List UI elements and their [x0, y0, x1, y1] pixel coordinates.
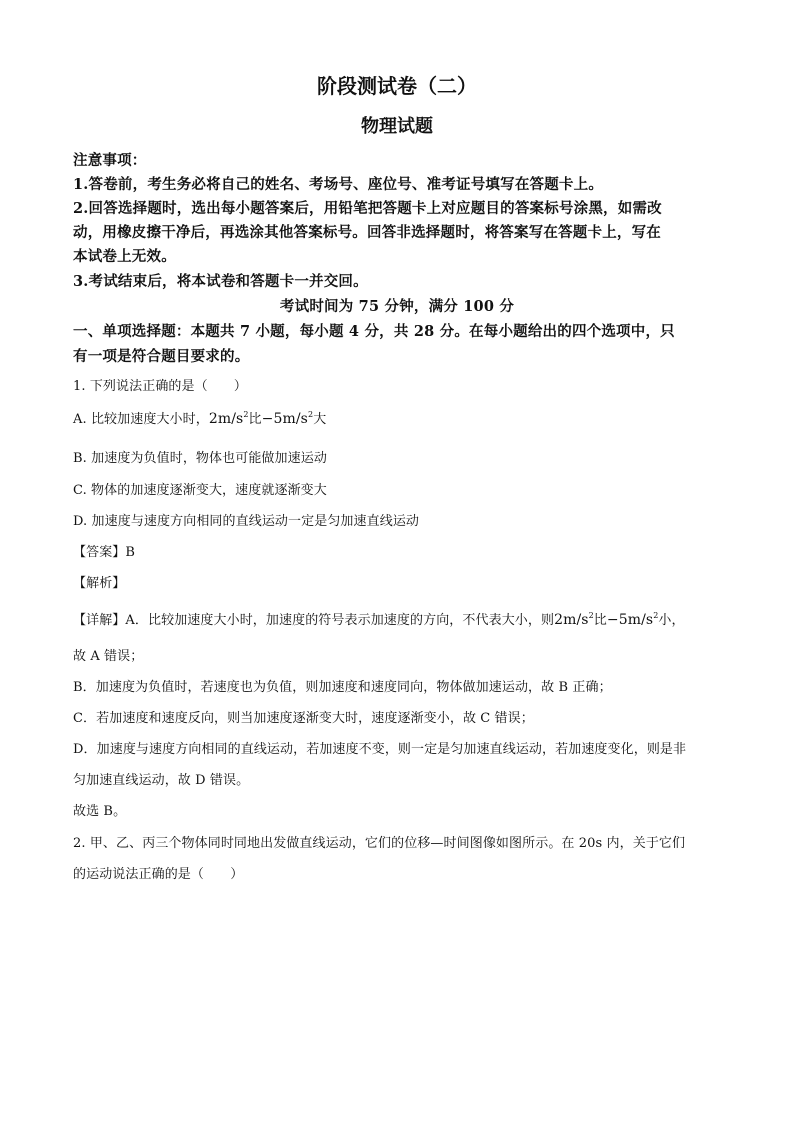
- question-1-option-c: C. 物体的加速度逐渐变大，速度就逐渐变大: [73, 483, 327, 498]
- option-a-prefix: A. 比较加速度大小时，: [73, 412, 209, 427]
- detail-value-1: 2m/s: [554, 612, 589, 628]
- detail-exponent-1: 2: [588, 611, 594, 620]
- question-1-option-a: [73, 408, 326, 427]
- question-1-detail-b: B．加速度为负值时，若速度也为负值，则加速度和速度同向，物体做加速运动，故 B 正确；: [73, 680, 612, 695]
- option-a-exponent-1: 2: [243, 410, 249, 419]
- question-1-detail-d-line-1: D．加速度与速度方向相同的直线运动，若加速度不变，则一定是匀加速直线运动，若加速度变化，则是非: [73, 742, 687, 757]
- exam-subject: 物理试题: [361, 116, 433, 137]
- question-1-detail-c: C．若加速度和速度反向，则当加速度逐渐变大时，速度逐渐变小，故 C 错误；: [73, 711, 534, 726]
- option-a-value-1: 2m/s: [208, 411, 244, 427]
- detail-exponent-2: 2: [653, 611, 659, 620]
- notice-item-2-line-2: 动，用橡皮擦干净后，再选涂其他答案标号。回答非选择题时，将答案写在答题卡上，写在: [73, 224, 661, 241]
- question-1-detail-d-line-2: 匀加速直线运动，故 D 错误。: [73, 773, 250, 788]
- option-a-value-2: −5m/s: [261, 411, 308, 427]
- notice-item-2-line-1: 2.回答选择题时，选出每小题答案后，用铅笔把答题卡上对应题目的答案标号涂黑，如需改: [73, 200, 662, 217]
- exam-title: 阶段测试卷（二）: [317, 74, 477, 98]
- detail-value-2: −5m/s: [606, 612, 654, 628]
- question-1-option-b: B. 加速度为负值时，物体也可能做加速运动: [73, 451, 327, 466]
- notice-item-1: 1.答卷前，考生务必将自己的姓名、考场号、座位号、准考证号填写在答题卡上。: [73, 176, 604, 193]
- detail-suffix: 小，: [658, 613, 685, 628]
- option-a-suffix: 大: [313, 412, 327, 427]
- option-a-compare: 比: [248, 412, 262, 427]
- detail-prefix: 【详解】A．比较加速度大小时，加速度的符号表示加速度的方向，不代表大小，则: [73, 613, 555, 628]
- question-2-stem-line-1: 2. 甲、乙、丙三个物体同时同地出发做直线运动，它们的位移—时间图像如图所示。在 20s 内，关于它们: [73, 836, 686, 851]
- notice-heading: 注意事项：: [73, 152, 147, 169]
- notice-item-2-line-3: 本试卷上无效。: [73, 248, 176, 265]
- exam-time-info: 考试时间为 75 分钟，满分 100 分: [279, 298, 515, 315]
- question-1-stem: 1. 下列说法正确的是（ ）: [73, 379, 248, 394]
- detail-compare: 比: [593, 613, 607, 628]
- question-1-detail-line-2: 故 A 错误；: [73, 649, 144, 664]
- question-1-detail-line-1: [73, 609, 685, 628]
- question-1-answer: 【答案】B: [73, 545, 136, 560]
- question-2-stem-line-2: 的运动说法正确的是（ ）: [73, 867, 244, 882]
- question-1-option-d: D. 加速度与速度方向相同的直线运动一定是匀加速直线运动: [73, 514, 420, 529]
- notice-item-3: 3.考试结束后，将本试卷和答题卡一并交回。: [73, 273, 368, 290]
- section-heading-line-1: 一、单项选择题：本题共 7 小题，每小题 4 分，共 28 分。在每小题给出的四个选项中，只: [73, 323, 675, 340]
- section-heading-line-2: 有一项是符合题目要求的。: [73, 348, 250, 365]
- question-1-conclusion: 故选 B。: [73, 804, 127, 819]
- option-a-exponent-2: 2: [307, 410, 314, 419]
- question-1-analysis-label: 【解析】: [73, 576, 126, 591]
